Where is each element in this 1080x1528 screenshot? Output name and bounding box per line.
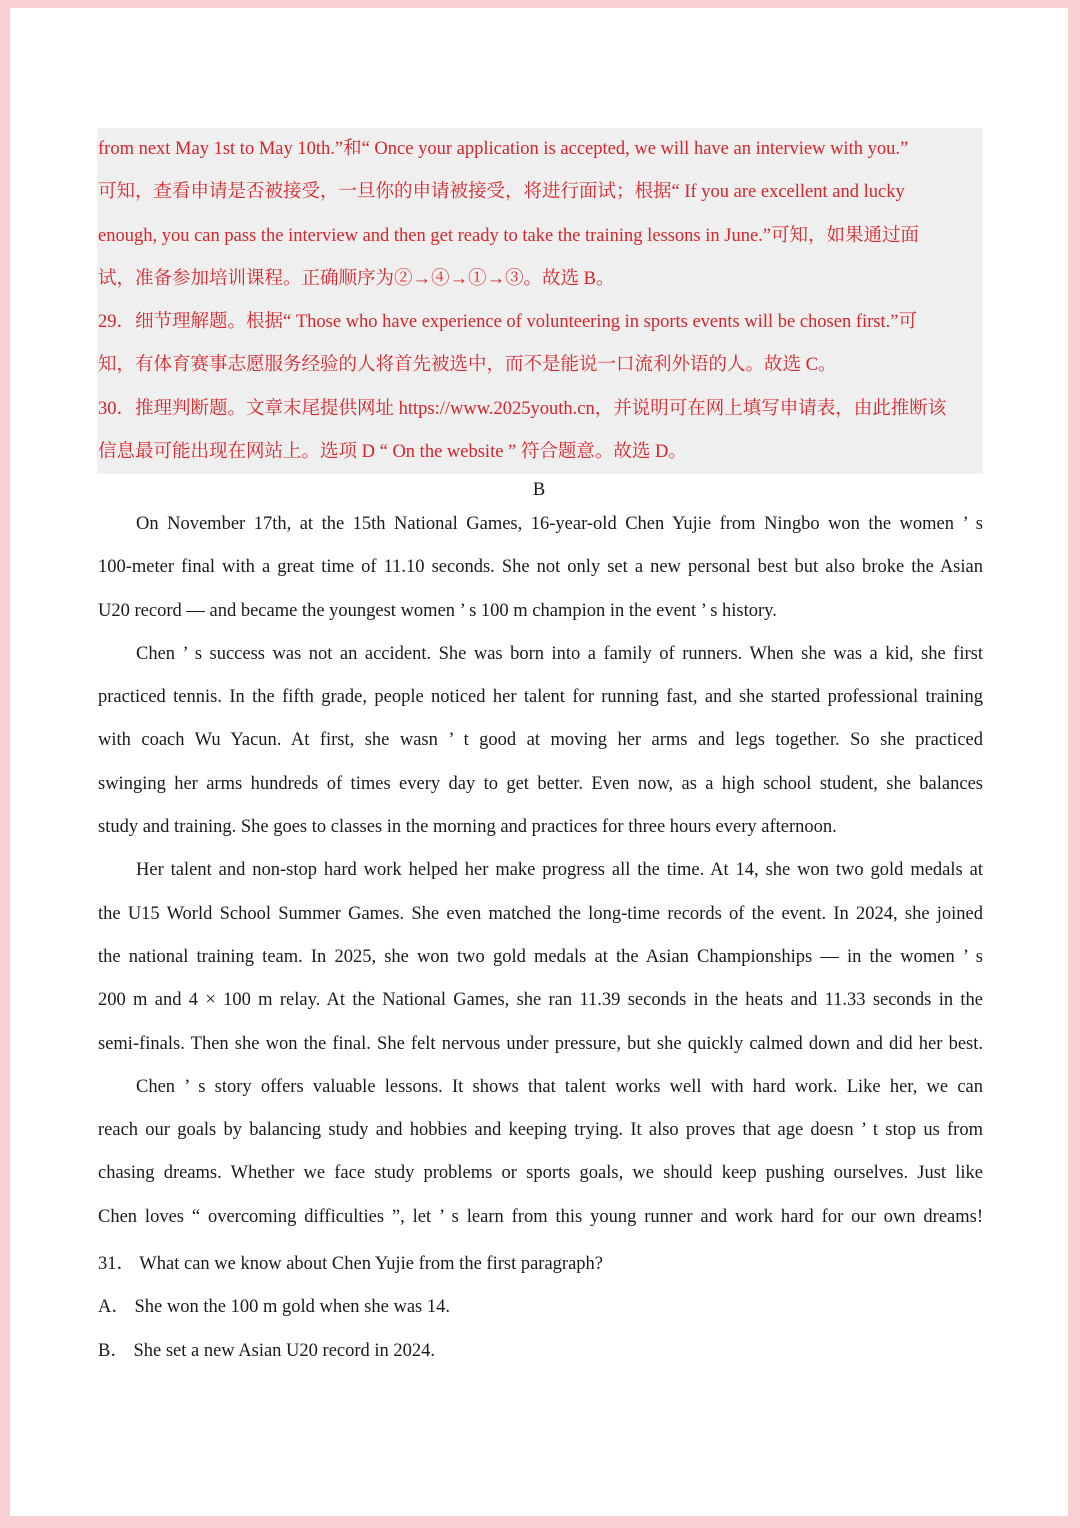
passage-line: chasing dreams. Whether we face study problems or sports goals, we should keep pushing ourselves. Just like (98, 1163, 983, 1184)
passage-line: reach our goals by balancing study and hobbies and keeping trying. It also proves that age doesn ’ t stop us from (98, 1120, 983, 1141)
passage-line: 200 m and 4 × 100 m relay. At the National Games, she ran 11.39 seconds in the heats and 11.33 seconds in the (98, 990, 983, 1011)
passage-line: practiced tennis. In the fifth grade, people noticed her talent for running fast, and she started professional training (98, 687, 983, 708)
passage-line: with coach Wu Yacun. At first, she wasn ’ t good at moving her arms and legs together. So she practiced (98, 730, 983, 751)
answer-line: 可知，查看申请是否被接受，一旦你的申请被接受，将进行面试；根据“ If you are excellent and lucky (98, 182, 905, 203)
passage-line: Chen ’ s success was not an accident. She was born into a family of runners. When she was a kid, she first (136, 643, 983, 664)
passage-line: Chen loves “ overcoming difficulties ”, let ’ s learn from this young runner and work hard for our own dreams! (98, 1206, 983, 1227)
answer-line: 知，有体育赛事志愿服务经验的人将首先被选中，而不是能说一口流利外语的人。故选 C。 (98, 355, 837, 376)
question-31 (98, 1243, 983, 1373)
answer-line: 29．细节理解题。根据“ Those who have experience of volunteering in sports events will be chosen first.”可 (98, 312, 917, 333)
reading-passage (98, 503, 983, 1239)
option-a: A． She won the 100 m gold when she was 14. (98, 1297, 450, 1318)
passage-line: 100-meter final with a great time of 11.10 seconds. She not only set a new personal best but also broke the Asian (98, 557, 983, 578)
section-label: B (532, 480, 546, 500)
passage-line: On November 17th, at the 15th National Games, 16-year-old Chen Yujie from Ningbo won the women ’ s (136, 514, 983, 534)
passage-line: study and training. She goes to classes in the morning and practices for three hours every afternoon. (98, 817, 837, 838)
answer-line: 试，准备参加培训课程。正确顺序为②→④→①→③。故选 B。 (98, 268, 615, 289)
passage-line: swinging her arms hundreds of times every day to get better. Even now, as a high school student, she balances (98, 773, 983, 794)
document-page (10, 8, 1068, 1516)
answer-explanation-box (97, 128, 983, 474)
answer-line: from next May 1st to May 10th.”和“ Once your application is accepted, we will have an interview with you.” (98, 139, 909, 159)
passage-line: the U15 World School Summer Games. She even matched the long-time records of the event. In 2024, she joined (98, 903, 983, 924)
option-b: B． She set a new Asian U20 record in 2024. (98, 1340, 436, 1361)
answer-line: 30．推理判断题。文章末尾提供网址 https://www.2025youth.cn，并说明可在网上填写申请表，由此推断该 (98, 398, 947, 419)
passage-line: Her talent and non-stop hard work helped her make progress all the time. At 14, she won two gold medals at (136, 860, 983, 881)
answer-line: 信息最可能出现在网站上。选项 D “ On the website ” 符合题意。故选 D。 (98, 442, 687, 463)
passage-line: U20 record — and became the youngest women ’ s 100 m champion in the event ’ s history. (98, 600, 777, 621)
question-stem: 31． What can we know about Chen Yujie from the first paragraph? (98, 1254, 604, 1274)
passage-line: Chen ’ s story offers valuable lessons. It shows that talent works well with hard work. Like her, we can (136, 1076, 983, 1097)
passage-line: semi-finals. Then she won the final. She felt nervous under pressure, but she quickly calmed down and did her best. (98, 1033, 983, 1054)
answer-line: enough, you can pass the interview and then get ready to take the training lessons in June.”可知，如果通过面 (98, 225, 920, 246)
passage-line: the national training team. In 2025, she won two gold medals at the Asian Championships — in the women ’ s (98, 946, 983, 967)
